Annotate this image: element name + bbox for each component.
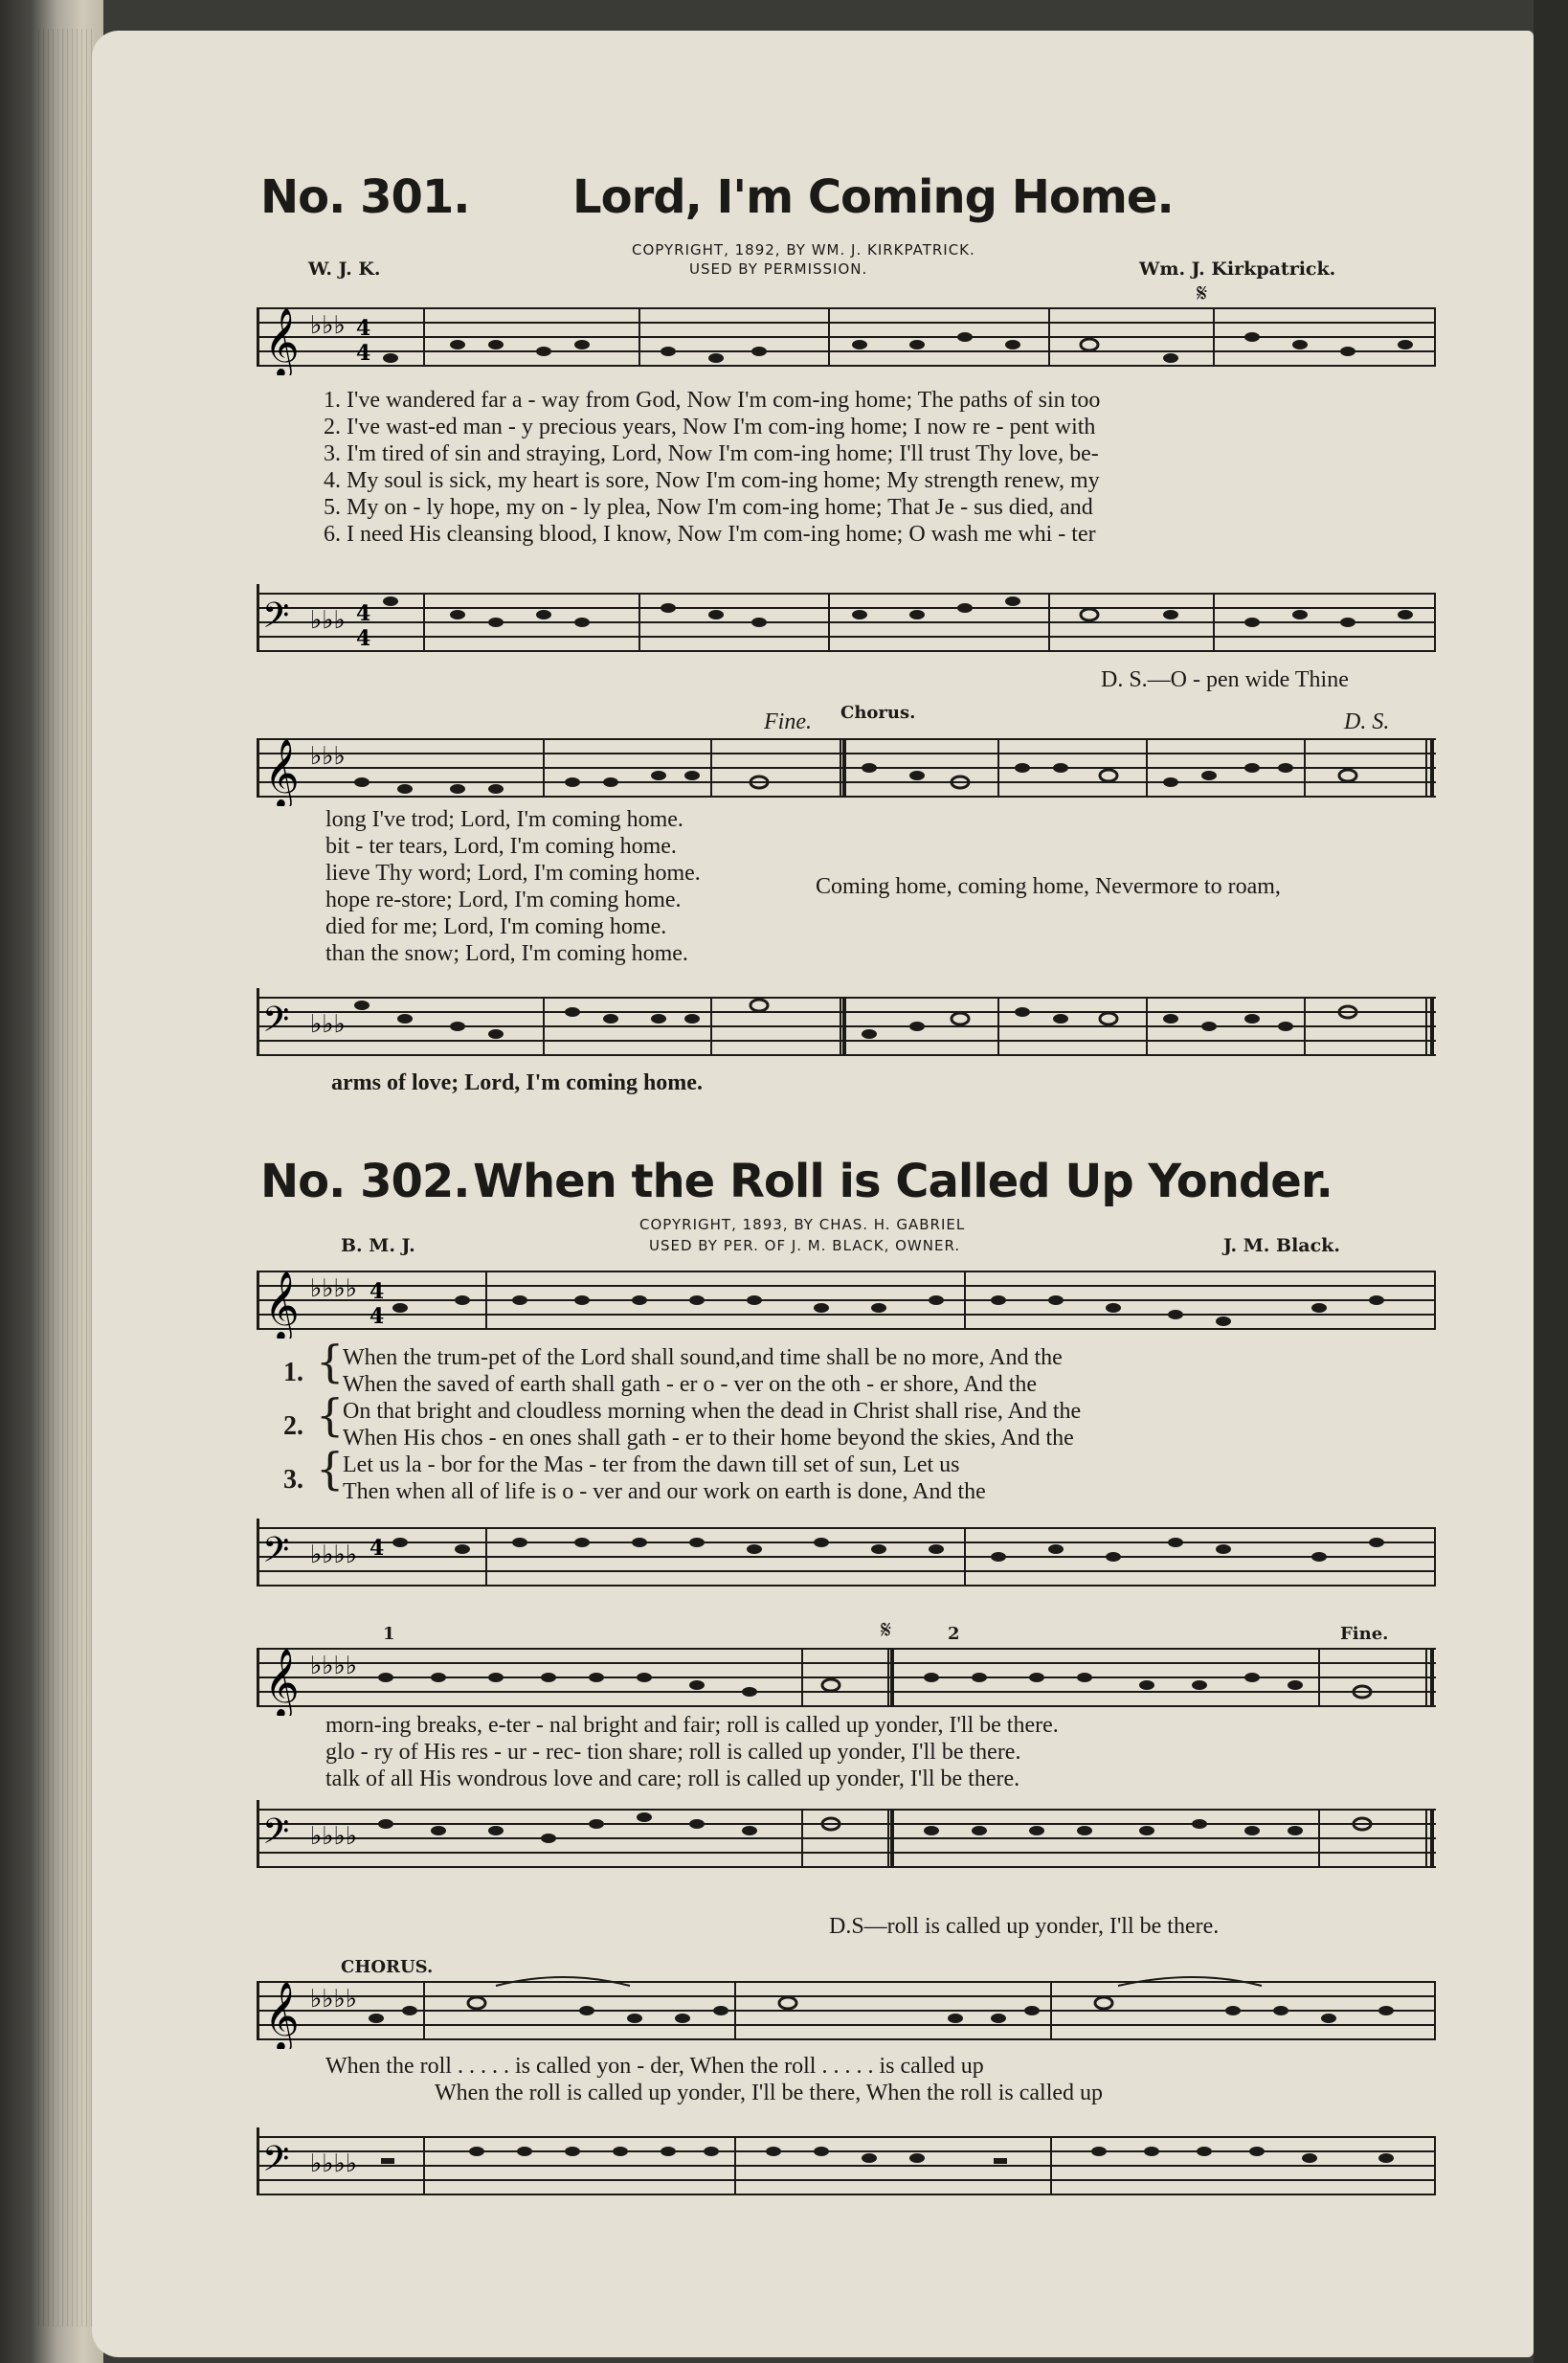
treble-staff <box>257 730 1436 806</box>
verse-brace-icon: { <box>316 1336 345 1387</box>
bass-staff <box>257 1800 1436 1877</box>
svg-text:𝄢: 𝄢 <box>262 596 290 644</box>
words-credit: B. M. J. <box>341 1235 415 1256</box>
ds-line: D.S—roll is called up yonder, I'll be there. <box>829 1914 1220 1939</box>
fine-mark: Fine. <box>764 709 812 734</box>
svg-text:♭♭♭♭: ♭♭♭♭ <box>310 1652 358 1680</box>
svg-text:𝄞: 𝄞 <box>264 1980 300 2049</box>
bass-staff <box>257 988 1436 1065</box>
svg-text:4: 4 <box>356 601 371 626</box>
bass-staff <box>257 1519 1436 1595</box>
bass-staff <box>257 2127 1436 2204</box>
permission-line: USED BY PERMISSION. <box>689 260 868 278</box>
chorus-label: CHORUS. <box>341 1957 434 1977</box>
svg-text:𝄢: 𝄢 <box>262 1530 290 1579</box>
music-credit: J. M. Black. <box>1223 1235 1340 1256</box>
svg-text:𝄞: 𝄞 <box>264 1647 300 1716</box>
music-credit: Wm. J. Kirkpatrick. <box>1139 259 1336 280</box>
page-edge-lines <box>38 29 96 2327</box>
verse-line: Then when all of life is o - ver and our work on earth is done, And the <box>343 1479 986 1504</box>
svg-text:♭♭♭♭: ♭♭♭♭ <box>310 2149 358 2178</box>
staff-lines-icon <box>257 1972 1436 2049</box>
verse-ending: died for me; Lord, I'm coming home. <box>325 914 667 939</box>
staff-lines-icon <box>257 1519 1436 1595</box>
hymn-number: No. 301. <box>260 170 470 224</box>
svg-text:𝄞: 𝄞 <box>264 1270 300 1339</box>
staff-lines-icon <box>257 988 1436 1065</box>
staff-lines-icon <box>257 584 1436 661</box>
svg-text:♭♭♭♭: ♭♭♭♭ <box>310 1541 358 1569</box>
svg-text:♭♭♭♭: ♭♭♭♭ <box>310 1985 358 2014</box>
ds-mark: D. S. <box>1344 709 1390 734</box>
svg-text:♭♭♭: ♭♭♭ <box>310 742 346 771</box>
words-credit: W. J. K. <box>308 259 381 280</box>
segno-sign: 𝄋 <box>1197 280 1208 308</box>
verse-line: When the trum-pet of the Lord shall sound,and time shall be no more, And the <box>343 1345 1063 1370</box>
verse-ending: long I've trod; Lord, I'm coming home. <box>325 807 683 832</box>
svg-text:𝄢: 𝄢 <box>262 1812 290 1860</box>
verse-line: 6. I need His cleansing blood, I know, Now I'm com-ing home; O wash me whi - ter <box>324 522 1096 547</box>
chorus-text: Coming home, coming home, Nevermore to roam, <box>816 874 1281 899</box>
verse-ending: hope re-store; Lord, I'm coming home. <box>325 888 682 912</box>
verse-line: 3. I'm tired of sin and straying, Lord, Now I'm com-ing home; I'll trust Thy love, be- <box>324 441 1099 466</box>
treble-staff <box>257 1262 1436 1339</box>
staff-lines-icon <box>257 2127 1436 2204</box>
treble-staff <box>257 1972 1436 2049</box>
verse-line: When His chos - en ones shall gath - er to their home beyond the skies, And the <box>343 1426 1074 1451</box>
svg-text:4: 4 <box>356 341 371 366</box>
svg-text:𝄞: 𝄞 <box>264 737 300 806</box>
verse-ending: bit - ter tears, Lord, I'm coming home. <box>325 834 677 859</box>
verse-number: 1. <box>283 1358 303 1387</box>
treble-staff <box>257 299 1436 375</box>
svg-text:♭♭♭: ♭♭♭ <box>310 606 346 635</box>
copyright-line: COPYRIGHT, 1893, BY CHAS. H. GABRIEL <box>639 1216 966 1233</box>
svg-text:𝄢: 𝄢 <box>262 1000 290 1048</box>
staff-lines-icon <box>257 1262 1436 1339</box>
copyright-line: COPYRIGHT, 1892, BY WM. J. KIRKPATRICK. <box>632 241 975 259</box>
staff-lines-icon <box>257 730 1436 806</box>
verse-number: 2. <box>283 1411 303 1441</box>
svg-text:𝄞: 𝄞 <box>264 306 300 375</box>
verse-ending: than the snow; Lord, I'm coming home. <box>325 941 688 966</box>
hymn-number: No. 302. <box>260 1155 470 1208</box>
verse-brace-icon: { <box>316 1389 345 1441</box>
hymn-title: When the Roll is Called Up Yonder. <box>473 1155 1333 1208</box>
hymn-title: Lord, I'm Coming Home. <box>572 170 1174 224</box>
svg-text:𝄢: 𝄢 <box>262 2139 290 2188</box>
svg-text:4: 4 <box>356 316 371 341</box>
svg-text:♭♭♭: ♭♭♭ <box>310 1010 346 1039</box>
verse-line: When the saved of earth shall gath - er o - ver on the oth - er shore, And the <box>343 1372 1038 1397</box>
permission-line: USED BY PER. OF J. M. BLACK, OWNER. <box>649 1237 961 1254</box>
ds-line: D. S.—O - pen wide Thine <box>1101 667 1349 692</box>
chorus-label: Chorus. <box>840 703 916 723</box>
staff-lines-icon <box>257 1639 1436 1716</box>
staff-lines-icon <box>257 1800 1436 1877</box>
fine-mark: Fine. <box>1340 1624 1389 1644</box>
book-cover-edge <box>1534 0 1568 2363</box>
svg-text:4: 4 <box>370 1536 385 1561</box>
treble-staff <box>257 1639 1436 1716</box>
svg-text:♭♭♭♭: ♭♭♭♭ <box>310 1822 358 1851</box>
verse-line: 5. My on - ly hope, my on - ly plea, Now I'm com-ing home; That Je - sus died, and <box>324 495 1093 520</box>
verse-line: 4. My soul is sick, my heart is sore, Now I'm com-ing home; My strength renew, my <box>324 468 1100 493</box>
first-ending: 1 <box>383 1624 395 1644</box>
segno-sign: 𝄋 <box>881 1616 892 1645</box>
svg-text:♭♭♭♭: ♭♭♭♭ <box>310 1274 358 1303</box>
verse-ending: morn-ing breaks, e-ter - nal bright and fair; roll is called up yonder, I'll be there. <box>325 1713 1059 1738</box>
verse-ending: lieve Thy word; Lord, I'm coming home. <box>325 861 701 886</box>
verse-ending: talk of all His wondrous love and care; roll is called up yonder, I'll be there. <box>325 1767 1020 1791</box>
verse-number: 3. <box>283 1465 303 1495</box>
svg-text:♭♭♭: ♭♭♭ <box>310 311 346 340</box>
ds-line: arms of love; Lord, I'm coming home. <box>331 1070 703 1095</box>
verse-ending: glo - ry of His res - ur - rec- tion share; roll is called up yonder, I'll be there. <box>325 1740 1021 1765</box>
book-edge <box>0 0 103 2363</box>
chorus-line: When the roll is called up yonder, I'll be there, When the roll is called up <box>435 2081 1104 2105</box>
chorus-line: When the roll . . . . . is called yon - der, When the roll . . . . . is called up <box>325 2054 984 2079</box>
second-ending: 2 <box>948 1624 960 1644</box>
svg-text:4: 4 <box>370 1279 385 1304</box>
verse-brace-icon: { <box>316 1443 345 1495</box>
verse-line: 2. I've wast-ed man - y precious years, Now I'm com-ing home; I now re - pent with <box>324 415 1096 439</box>
verse-line: 1. I've wandered far a - way from God, Now I'm com-ing home; The paths of sin too <box>324 388 1101 413</box>
staff-lines-icon <box>257 299 1436 375</box>
bass-staff <box>257 584 1436 661</box>
verse-line: On that bright and cloudless morning when the dead in Christ shall rise, And the <box>343 1399 1082 1424</box>
svg-text:4: 4 <box>370 1304 385 1329</box>
verse-line: Let us la - bor for the Mas - ter from the dawn till set of sun, Let us <box>343 1452 960 1477</box>
svg-text:4: 4 <box>356 626 371 651</box>
